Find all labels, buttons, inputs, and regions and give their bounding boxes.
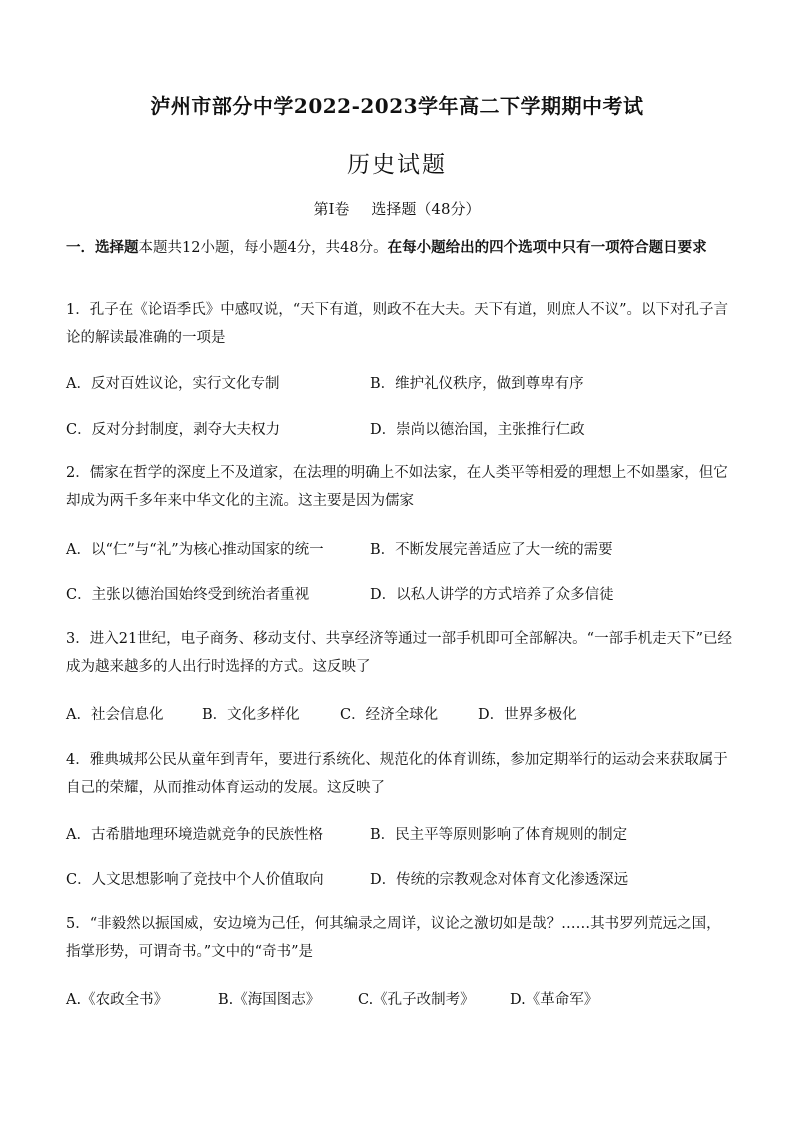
question-1-option-c: C．反对分封制度，剥夺大夫权力 <box>66 422 281 438</box>
instructions-tail: 在每小题给出的四个选项中只有一项符合题日要求 <box>387 239 707 256</box>
question-3-option-c: C．经济全球化 <box>340 707 439 723</box>
question-1-stem: 1．孔子在《论语季氏》中感叹说，“天下有道，则政不在大夫。天下有道，则庶人不议”。以下对孔子言论的解读最准确的一项是 <box>66 302 729 346</box>
question-2-option-b: B．不断发展完善适应了大一统的需要 <box>370 542 613 558</box>
question-4-stem: 4．雅典城邦公民从童年到青年，要进行系统化、规范化的体育训练，参加定期举行的运动会来获取属于自己的荣耀，从而推动体育运动的发展。这反映了 <box>66 752 728 796</box>
instructions-plain: 本题共12小题，每小题4分，共48分。 <box>138 240 388 256</box>
exam-subject: 历史试题 <box>347 152 447 178</box>
question-3-stem: 3．进入21世纪，电子商务、移动支付、共享经济等通过一部手机即可全部解决。“一部手机走天下”已经成为越来越多的人出行时选择的方式。这反映了 <box>66 631 732 675</box>
question-3-option-b: B．文化多样化 <box>202 707 300 723</box>
question-4-option-a: A．古希腊地理环境造就竞争的民族性格 <box>66 827 323 843</box>
section-heading <box>0 198 794 219</box>
section-type: 选择题（48分） <box>371 200 481 218</box>
question-4-option-b: B．民主平等原则影响了体育规则的制定 <box>370 827 628 843</box>
question-1-option-a: A．反对百姓议论，实行文化专制 <box>66 376 280 392</box>
section-volume: 第I卷 <box>313 200 350 218</box>
question-3-option-a: A．社会信息化 <box>66 707 164 723</box>
question-2-stem: 2．儒家在哲学的深度上不及道家，在法理的明确上不如法家，在人类平等相爱的理想上不如墨家，但它却成为两千多年来中华文化的主流。这主要是因为儒家 <box>66 465 728 509</box>
question-4-option-c: C．人文思想影响了竞技中个人价值取向 <box>66 872 324 888</box>
question-5-option-d: D.《革命军》 <box>510 992 599 1008</box>
question-5-stem: 5．“非毅然以振国威，安边境为己任，何其编录之周详，议论之激切如是哉？……其书罗列荒远之国，指掌形势，可谓奇书。”文中的“奇书”是 <box>66 916 721 960</box>
question-5-option-b: B.《海国图志》 <box>218 992 321 1008</box>
question-2-option-a: A．以“仁”与“礼”为核心推动国家的统一 <box>66 542 324 558</box>
instructions-lead: 一．选择题 <box>66 239 139 256</box>
instructions <box>66 235 736 261</box>
question-1-option-b: B．维护礼仪秩序，做到尊卑有序 <box>370 376 584 392</box>
question-3-option-d: D．世界多极化 <box>478 707 577 723</box>
question-1-option-d: D．崇尚以德治国，主张推行仁政 <box>370 422 585 438</box>
question-4-option-d: D．传统的宗教观念对体育文化渗透深远 <box>370 872 629 888</box>
question-5-option-a: A.《农政全书》 <box>66 992 169 1008</box>
question-5-option-c: C.《孔子改制考》 <box>358 992 475 1008</box>
exam-title: 泸州市部分中学2022-2023学年高二下学期期中考试 <box>150 94 644 118</box>
question-2-option-d: D．以私人讲学的方式培养了众多信徒 <box>370 587 614 603</box>
question-2-option-c: C．主张以德治国始终受到统治者重视 <box>66 587 310 603</box>
